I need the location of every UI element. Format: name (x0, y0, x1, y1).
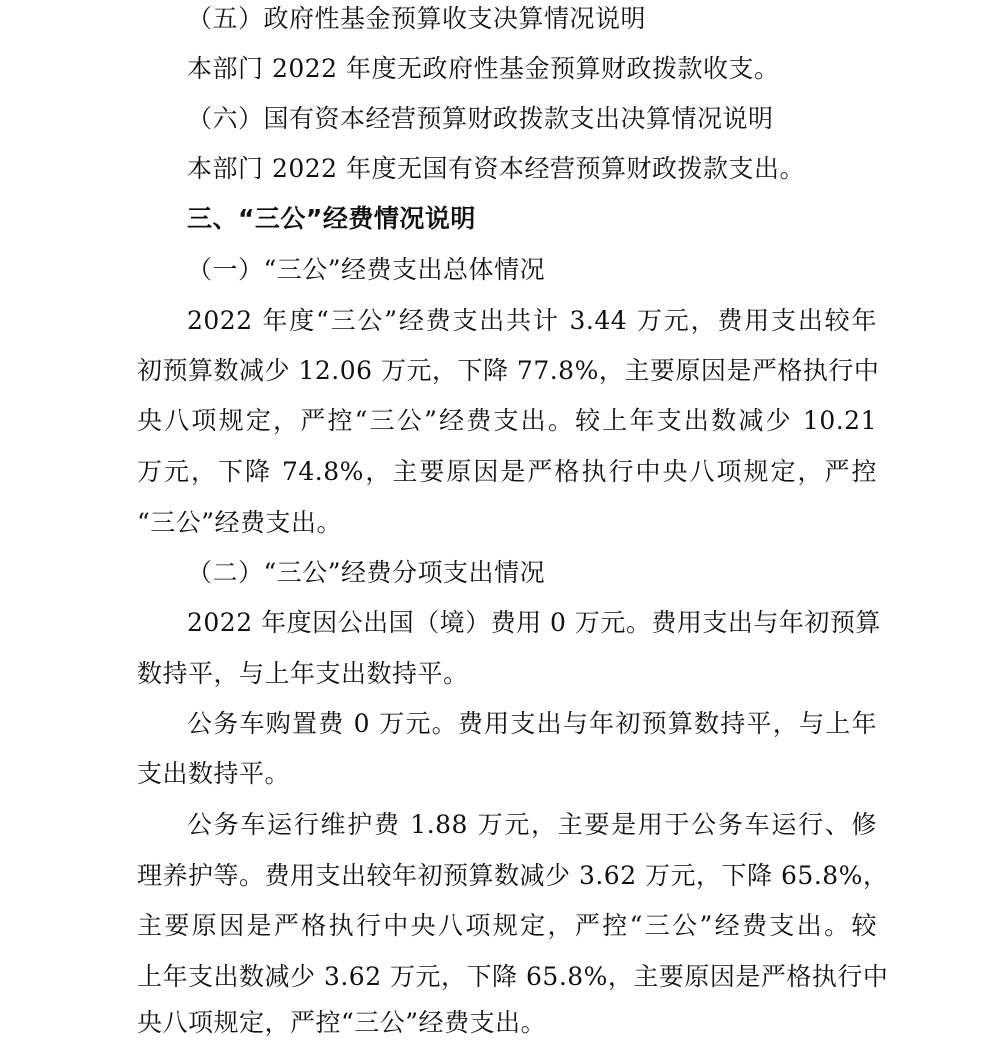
paragraph-vehicle-purchase-line-2: 支出数持平。 (137, 759, 291, 788)
paragraph-overall-line-3: 央八项规定，严控“三公”经费支出。较上年支出数减少 10.21 (137, 406, 877, 435)
paragraph-vehicle-maintenance-line-5: 央八项规定，严控“三公”经费支出。 (137, 1008, 547, 1037)
paragraph-fund-budget: 本部门 2022 年度无政府性基金预算财政拨款收支。 (187, 54, 780, 83)
paragraph-overall-line-1: 2022 年度“三公”经费支出共计 3.44 万元，费用支出较年 (187, 306, 877, 335)
section-heading-three-public: 三、“三公”经费情况说明 (187, 204, 476, 233)
paragraph-overall-line-5: “三公”经费支出。 (137, 508, 343, 537)
paragraph-vehicle-maintenance-line-2: 理养护等。费用支出较年初预算数减少 3.62 万元，下降 65.8%， (137, 861, 889, 890)
paragraph-vehicle-maintenance-line-4: 上年支出数减少 3.62 万元，下降 65.8%，主要原因是严格执行中 (137, 962, 889, 991)
paragraph-travel-line-1: 2022 年度因公出国（境）费用 0 万元。费用支出与年初预算 (187, 608, 881, 637)
paragraph-vehicle-purchase-line-1: 公务车购置费 0 万元。费用支出与年初预算数持平，与上年 (187, 709, 877, 738)
paragraph-vehicle-maintenance-line-1: 公务车运行维护费 1.88 万元，主要是用于公务车运行、修 (187, 810, 877, 839)
heading-fund-budget: （五）政府性基金预算收支决算情况说明 (187, 4, 647, 33)
subheading-itemized: （二）“三公”经费分项支出情况 (187, 558, 546, 587)
paragraph-state-capital: 本部门 2022 年度无国有资本经营预算财政拨款支出。 (187, 154, 806, 183)
paragraph-travel-line-2: 数持平，与上年支出数持平。 (137, 659, 469, 688)
subheading-overall: （一）“三公”经费支出总体情况 (187, 255, 546, 284)
paragraph-overall-line-2: 初预算数减少 12.06 万元，下降 77.8%，主要原因是严格执行中 (137, 356, 880, 385)
paragraph-overall-line-4: 万元，下降 74.8%，主要原因是严格执行中央八项规定，严控 (137, 457, 877, 486)
paragraph-vehicle-maintenance-line-3: 主要原因是严格执行中央八项规定，严控“三公”经费支出。较 (137, 911, 877, 940)
heading-state-capital: （六）国有资本经营预算财政拨款支出决算情况说明 (187, 104, 774, 133)
